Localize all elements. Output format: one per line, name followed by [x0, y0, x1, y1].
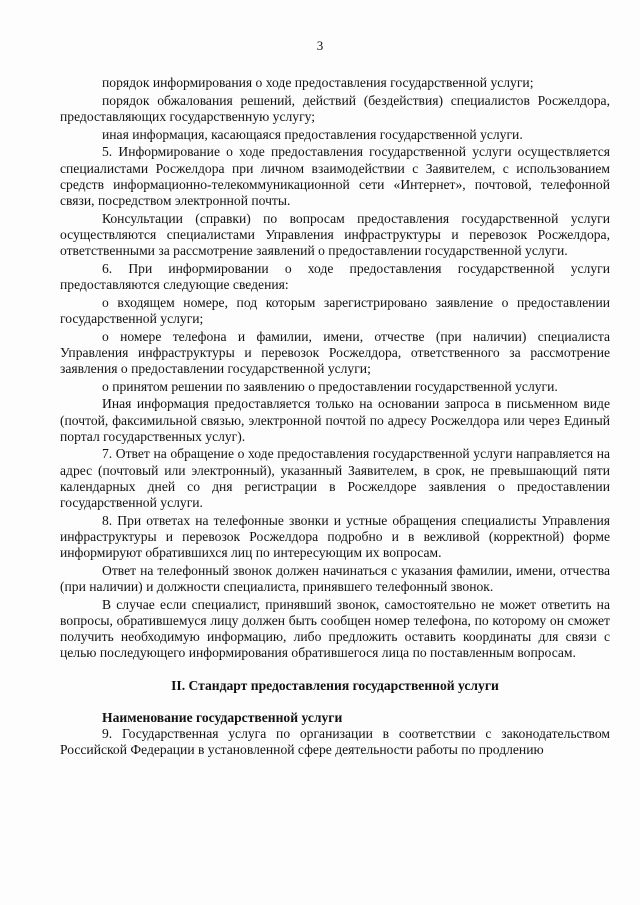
paragraph: В случае если специалист, принявший звонок, самостоятельно не может ответить на вопросы, обратившемуся лицу должен быть сообщен номер телефона, по которому он сможет получить необходимую информацию, либо предложить оставить координаты для связи с целью последующего информирования обратившегося лица по поставленным вопросам. [60, 596, 610, 661]
paragraph: о входящем номере, под которым зарегистрировано заявление о предоставлении государственной услуги; [60, 294, 610, 326]
paragraph: Консультации (справки) по вопросам предоставления государственной услуги осуществляются специалистами Управления инфраструктуры и перевозок Росжелдора, ответственными за рассмотрение заявлений о предоставлении государственной услуги. [60, 210, 610, 259]
paragraph: о принятом решении по заявлению о предоставлении государственной услуги. [102, 378, 558, 394]
paragraph: 5. Информирование о ходе предоставления государственной услуги осуществляется специалистами Росжелдора при личном взаимодействии с Заявителем, с использованием средств информационно-телекоммуникационной сети «Интернет», почтовой, телефонной связи, посредством электронной почты. [60, 144, 610, 208]
paragraph: иная информация, касающаяся предоставления государственной услуги. [102, 126, 523, 142]
document-body [60, 75, 610, 760]
paragraph: о номере телефона и фамилии, имени, отчестве (при наличии) специалиста Управления инфраструктуры и перевозок Росжелдора, ответственного за рассмотрение заявления о предоставлении государственной услуги; [60, 328, 610, 376]
paragraph: Ответ на телефонный звонок должен начинаться с указания фамилии, имени, отчества (при наличии) и должности специалиста, принявшего телефонный звонок. [60, 562, 610, 595]
paragraph: 6. При информировании о ходе предоставления государственной услуги предоставляются следующие сведения: [60, 260, 610, 292]
paragraph: 9. Государственная услуга по организации в соответствии с законодательством Российской Федерации в установленной сфере деятельности работы по продлению [60, 725, 610, 757]
paragraph: порядок обжалования решений, действий (бездействия) специалистов Росжелдора, предоставляющих государственную услугу; [60, 92, 610, 124]
paragraph: 8. При ответах на телефонные звонки и устные обращения специалисты Управления инфраструктуры и перевозок Росжелдора подробно и в вежливой (корректной) форме информируют обратившихся лиц по интересующим их вопросам. [60, 512, 610, 561]
paragraph: порядок информирования о ходе предоставления государственной услуги; [102, 75, 534, 90]
section-heading: II. Стандарт предоставления государственной услуги [171, 677, 499, 693]
paragraph: 7. Ответ на обращение о ходе предоставления государственной услуги направляется на адрес (почтовый или электронный), указанный Заявителем, в срок, не превышающий пяти календарных дней со дня регистрации в Росжелдоре заявления о предоставлении государственной услуги. [60, 446, 610, 511]
subheading: Наименование государственной услуги [102, 709, 343, 725]
paragraph: Иная информация предоставляется только на основании запроса в письменном виде (почтой, факсимильной связью, электронной почтой по адресу Росжелдора или через Единый портал государственных услуг). [60, 396, 610, 444]
page-number: 3 [316, 38, 324, 53]
